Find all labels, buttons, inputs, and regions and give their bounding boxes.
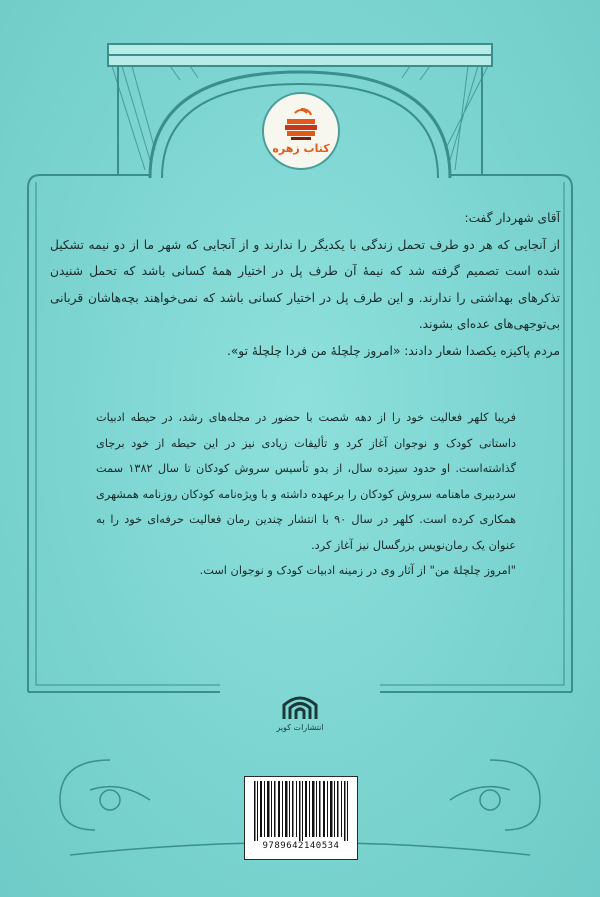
- bio-body: فریبا کلهر فعالیت خود را از دهه شصت با حضور در مجله‌های رشد، در حیطه ادبیات داستانی کودک و نوجوان آغاز کرد و تألیفات زیادی نیز در این حیطه از خود برجای گذاشته‌است. او حدود سیزده سال، از بدو تأسیس سروش کودکان تا سال ۱۳۸۲ سمت سردبیری ماهنامه سروش کودکان را برعهده داشته و با ویژه‌نامه کودکان روزنامه همشهری همکاری کرده است. کلهر در سال ۹۰ با انتشار چندین رمان فعالیت حرفه‌ای خود را به عنوان یک رمان‌نویس بزرگسال نیز آغاز کرد.: [96, 411, 517, 552]
- isbn-number: 9789642140534: [262, 841, 340, 851]
- book-stack-icon: [281, 107, 321, 141]
- author-bio: [96, 405, 516, 584]
- quote-body: از آنجایی که هر دو طرف تحمل زندگی با یکدیگر را ندارند و از آنجایی که شهر ما از دو نیمه تشکیل شده است تصمیم گرفته شد که نیمهٔ آن طرف پل در اختیار همهٔ کسانی باشد که تحمل شنیدن تذکرهای بهداشتی را ندارند. و این طرف پل در اختیار کسانی باشد که نمی‌خواهند بچه‌هاشان قربانی بی‌توجهی‌های عده‌ای بشوند.: [50, 237, 560, 331]
- publisher-logo: [266, 693, 334, 732]
- barcode-bars: [252, 781, 350, 841]
- zohreh-books-logo: [262, 92, 340, 170]
- isbn-barcode: [244, 776, 358, 860]
- publisher-wave-icon: [280, 693, 320, 723]
- quote-excerpt: [50, 205, 560, 364]
- quote-closing: مردم پاکیزه یکصدا شعار دادند: «امروز چلچلهٔ من فردا چلچلهٔ تو».: [226, 343, 560, 358]
- quote-heading: آقای شهردار گفت:: [464, 211, 560, 225]
- publisher-name: انتشارات کویر: [276, 723, 324, 732]
- bio-closing: "امروز چلچلهٔ من" از آثار وی در زمینه ادبیات کودک و نوجوان است.: [199, 564, 516, 577]
- logo-text: کتاب زهره: [272, 142, 330, 155]
